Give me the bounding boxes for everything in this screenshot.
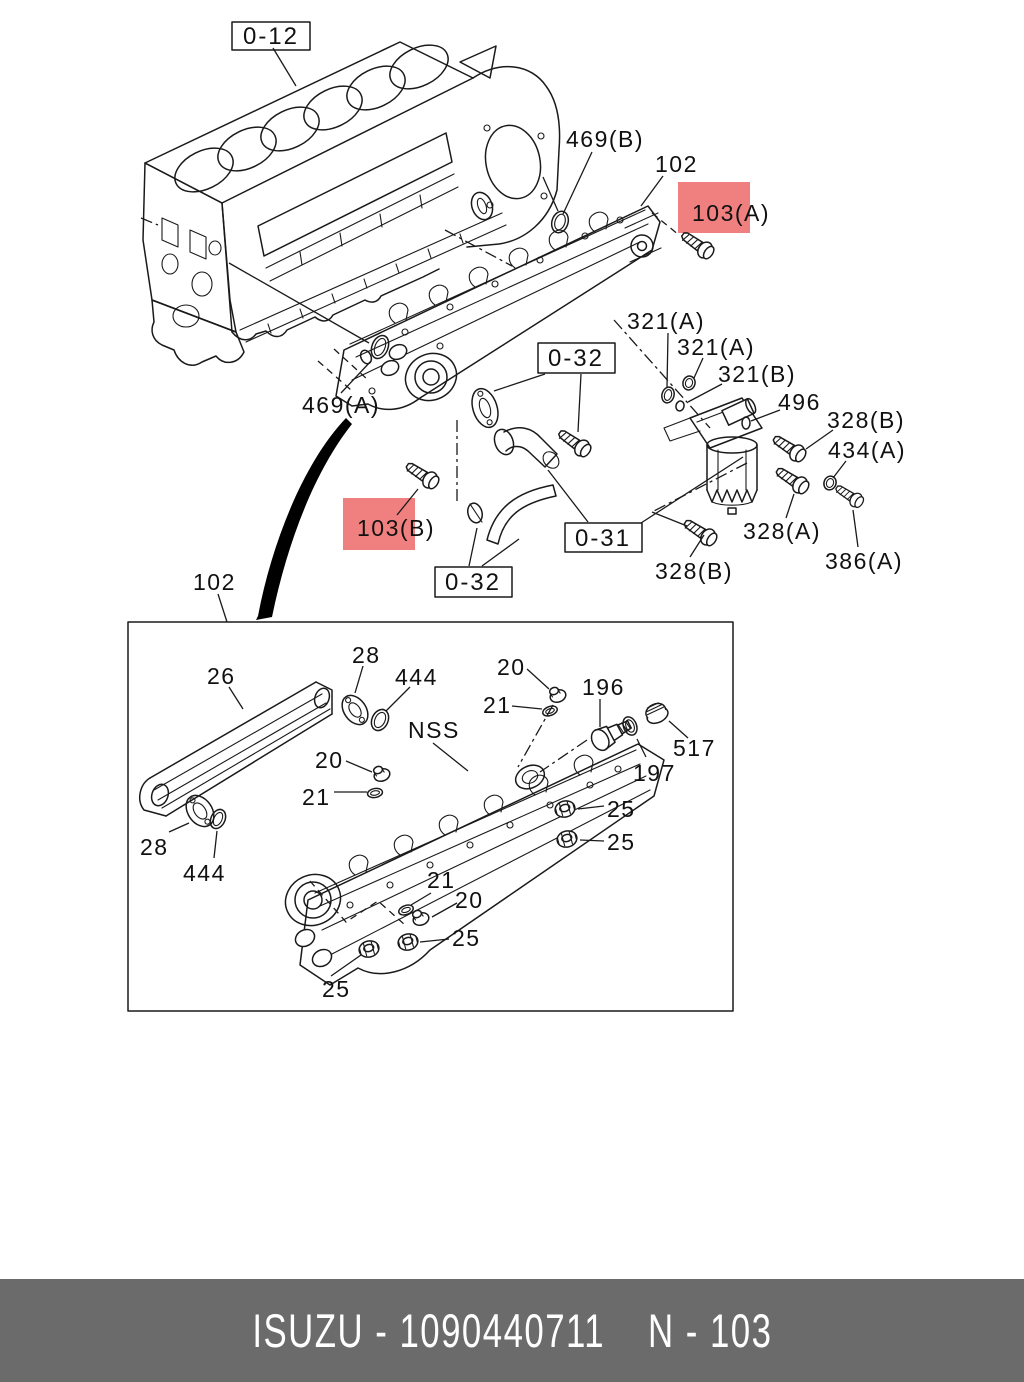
label-nss: NSS bbox=[408, 717, 460, 743]
part-label-102-top[interactable]: 102 bbox=[655, 151, 698, 177]
part-label-25-r2[interactable]: 25 bbox=[607, 829, 636, 855]
oil-cooler-assembly-drawing bbox=[336, 206, 661, 409]
footer-page-ref: N - 103 bbox=[647, 1304, 773, 1357]
part-label-328B-bottom[interactable]: 328(B) bbox=[655, 558, 734, 584]
part-label-469A[interactable]: 469(A) bbox=[302, 392, 381, 418]
part-label-20-mid[interactable]: 20 bbox=[315, 747, 344, 773]
ref-label-0-12[interactable]: 0-12 bbox=[242, 23, 300, 50]
part-label-321A-2[interactable]: 321(A) bbox=[677, 334, 756, 360]
part-label-20-top[interactable]: 20 bbox=[497, 654, 526, 680]
part-label-25-bl[interactable]: 25 bbox=[322, 976, 351, 1002]
part-label-321A-1[interactable]: 321(A) bbox=[627, 308, 706, 334]
part-label-28-top[interactable]: 28 bbox=[352, 642, 381, 668]
ref-label-0-32-top[interactable]: 0-32 bbox=[547, 345, 605, 372]
part-label-469B[interactable]: 469(B) bbox=[566, 126, 645, 152]
part-label-25-br[interactable]: 25 bbox=[452, 925, 481, 951]
part-label-496[interactable]: 496 bbox=[778, 389, 821, 415]
part-label-321B[interactable]: 321(B) bbox=[718, 361, 797, 387]
part-label-26[interactable]: 26 bbox=[207, 663, 236, 689]
part-label-328B-top[interactable]: 328(B) bbox=[827, 407, 906, 433]
inset-drawing bbox=[140, 682, 671, 985]
part-label-28-bottom[interactable]: 28 bbox=[140, 834, 169, 860]
part-label-21-mid[interactable]: 21 bbox=[302, 784, 331, 810]
part-label-444-top[interactable]: 444 bbox=[395, 664, 438, 690]
footer-catalog-number: ISUZU - 1090440711 bbox=[251, 1304, 605, 1357]
footer-bar bbox=[0, 1279, 1024, 1382]
ref-label-0-32-bottom[interactable]: 0-32 bbox=[444, 569, 502, 596]
ref-label-0-31[interactable]: 0-31 bbox=[574, 525, 632, 552]
part-label-21-bottom[interactable]: 21 bbox=[427, 867, 456, 893]
part-label-386A[interactable]: 386(A) bbox=[825, 548, 904, 574]
part-label-434A[interactable]: 434(A) bbox=[828, 437, 907, 463]
fuel-filter-drawing bbox=[664, 397, 762, 514]
part-label-444-bottom[interactable]: 444 bbox=[183, 860, 226, 886]
part-label-20-bottom[interactable]: 20 bbox=[455, 887, 484, 913]
part-label-25-r1[interactable]: 25 bbox=[607, 796, 636, 822]
part-label-21-top[interactable]: 21 bbox=[483, 692, 512, 718]
part-label-197[interactable]: 197 bbox=[633, 760, 676, 786]
magnify-arrow bbox=[256, 418, 352, 620]
part-label-517[interactable]: 517 bbox=[673, 735, 716, 761]
engine-block-drawing bbox=[141, 36, 560, 365]
part-label-102-inset[interactable]: 102 bbox=[193, 569, 236, 595]
part-label-196[interactable]: 196 bbox=[582, 674, 625, 700]
part-label-103B[interactable]: 103(B) bbox=[357, 515, 436, 541]
part-label-103A[interactable]: 103(A) bbox=[692, 200, 771, 226]
part-label-328A[interactable]: 328(A) bbox=[743, 518, 822, 544]
